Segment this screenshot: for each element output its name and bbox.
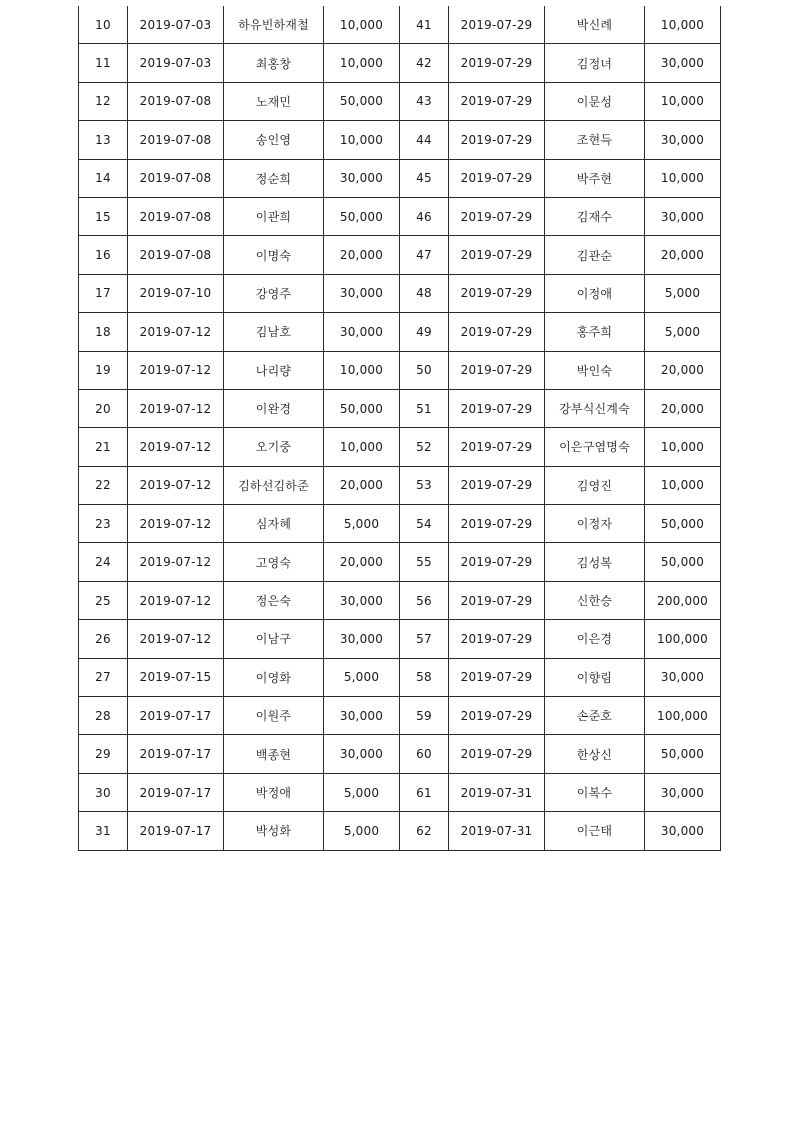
left-donation-amount-cell: 50,000	[324, 389, 400, 427]
right-donor-name-cell: 박주현	[545, 159, 645, 197]
right-entry-number-cell: 47	[400, 236, 449, 274]
right-donation-amount-cell: 20,000	[645, 351, 721, 389]
left-donor-name-cell: 나리량	[224, 351, 324, 389]
left-donor-name-cell: 정순희	[224, 159, 324, 197]
right-entry-number-cell: 56	[400, 581, 449, 619]
left-donation-amount-cell: 5,000	[324, 505, 400, 543]
table-row	[79, 274, 721, 312]
right-entry-number-cell: 46	[400, 197, 449, 235]
left-donor-name-cell: 고영숙	[224, 543, 324, 581]
right-donation-amount-cell: 10,000	[645, 82, 721, 120]
right-donation-amount-cell: 5,000	[645, 313, 721, 351]
right-donor-name-cell: 조현득	[545, 121, 645, 159]
right-donation-date-cell: 2019-07-29	[449, 658, 545, 696]
right-entry-number-cell: 44	[400, 121, 449, 159]
right-donation-date-cell: 2019-07-29	[449, 543, 545, 581]
left-donation-date-cell: 2019-07-17	[128, 697, 224, 735]
left-entry-number-cell: 23	[79, 505, 128, 543]
right-donor-name-cell: 홍주희	[545, 313, 645, 351]
left-donation-date-cell: 2019-07-08	[128, 159, 224, 197]
left-donation-amount-cell: 20,000	[324, 543, 400, 581]
left-donor-name-cell: 정은숙	[224, 581, 324, 619]
right-donation-date-cell: 2019-07-29	[449, 313, 545, 351]
left-donation-amount-cell: 30,000	[324, 735, 400, 773]
right-entry-number-cell: 49	[400, 313, 449, 351]
left-donor-name-cell: 강영주	[224, 274, 324, 312]
right-donor-name-cell: 이정애	[545, 274, 645, 312]
left-donation-amount-cell: 10,000	[324, 6, 400, 44]
table-row	[79, 505, 721, 543]
right-donation-date-cell: 2019-07-29	[449, 44, 545, 82]
left-donation-date-cell: 2019-07-17	[128, 735, 224, 773]
left-donation-amount-cell: 30,000	[324, 313, 400, 351]
left-entry-number-cell: 13	[79, 121, 128, 159]
left-donation-date-cell: 2019-07-12	[128, 581, 224, 619]
right-donor-name-cell: 손준호	[545, 697, 645, 735]
table-row	[79, 428, 721, 466]
right-donation-amount-cell: 50,000	[645, 735, 721, 773]
left-donor-name-cell: 노재민	[224, 82, 324, 120]
left-donor-name-cell: 백종현	[224, 735, 324, 773]
right-entry-number-cell: 42	[400, 44, 449, 82]
left-entry-number-cell: 30	[79, 773, 128, 811]
left-donation-date-cell: 2019-07-12	[128, 620, 224, 658]
left-donation-amount-cell: 20,000	[324, 236, 400, 274]
right-donation-amount-cell: 10,000	[645, 159, 721, 197]
left-donor-name-cell: 하유빈하재철	[224, 6, 324, 44]
donation-table	[78, 6, 721, 851]
right-donation-date-cell: 2019-07-29	[449, 697, 545, 735]
donation-table-body	[79, 6, 721, 850]
table-row	[79, 773, 721, 811]
table-row	[79, 44, 721, 82]
right-entry-number-cell: 58	[400, 658, 449, 696]
left-donation-date-cell: 2019-07-17	[128, 773, 224, 811]
right-donor-name-cell: 이은경	[545, 620, 645, 658]
left-donation-date-cell: 2019-07-08	[128, 236, 224, 274]
left-donation-date-cell: 2019-07-08	[128, 197, 224, 235]
left-entry-number-cell: 24	[79, 543, 128, 581]
left-donor-name-cell: 이완경	[224, 389, 324, 427]
right-donor-name-cell: 박인숙	[545, 351, 645, 389]
right-entry-number-cell: 45	[400, 159, 449, 197]
left-entry-number-cell: 19	[79, 351, 128, 389]
right-donor-name-cell: 김재수	[545, 197, 645, 235]
left-donation-date-cell: 2019-07-08	[128, 82, 224, 120]
left-donation-amount-cell: 10,000	[324, 44, 400, 82]
left-donation-amount-cell: 50,000	[324, 82, 400, 120]
left-donation-amount-cell: 30,000	[324, 620, 400, 658]
table-row	[79, 236, 721, 274]
left-donor-name-cell: 이원주	[224, 697, 324, 735]
right-entry-number-cell: 57	[400, 620, 449, 658]
left-entry-number-cell: 14	[79, 159, 128, 197]
table-row	[79, 197, 721, 235]
left-entry-number-cell: 31	[79, 812, 128, 850]
left-entry-number-cell: 29	[79, 735, 128, 773]
left-donation-date-cell: 2019-07-12	[128, 389, 224, 427]
right-donation-amount-cell: 30,000	[645, 44, 721, 82]
left-donation-amount-cell: 30,000	[324, 581, 400, 619]
right-donation-date-cell: 2019-07-29	[449, 82, 545, 120]
left-donation-amount-cell: 50,000	[324, 197, 400, 235]
left-donation-amount-cell: 5,000	[324, 658, 400, 696]
right-donor-name-cell: 이복수	[545, 773, 645, 811]
left-entry-number-cell: 26	[79, 620, 128, 658]
left-entry-number-cell: 12	[79, 82, 128, 120]
right-donor-name-cell: 이문성	[545, 82, 645, 120]
right-donor-name-cell: 이정자	[545, 505, 645, 543]
right-donor-name-cell: 김관순	[545, 236, 645, 274]
left-donor-name-cell: 오기중	[224, 428, 324, 466]
right-entry-number-cell: 41	[400, 6, 449, 44]
right-donor-name-cell: 김정녀	[545, 44, 645, 82]
left-donation-date-cell: 2019-07-12	[128, 313, 224, 351]
left-donor-name-cell: 이남구	[224, 620, 324, 658]
right-donation-date-cell: 2019-07-29	[449, 428, 545, 466]
right-donation-amount-cell: 30,000	[645, 812, 721, 850]
left-donor-name-cell: 김하선김하준	[224, 466, 324, 504]
right-entry-number-cell: 55	[400, 543, 449, 581]
left-donation-amount-cell: 5,000	[324, 773, 400, 811]
right-donor-name-cell: 이향림	[545, 658, 645, 696]
left-donor-name-cell: 이영화	[224, 658, 324, 696]
right-donation-amount-cell: 10,000	[645, 6, 721, 44]
right-donation-date-cell: 2019-07-29	[449, 620, 545, 658]
left-donation-date-cell: 2019-07-12	[128, 543, 224, 581]
left-entry-number-cell: 16	[79, 236, 128, 274]
right-donation-amount-cell: 20,000	[645, 389, 721, 427]
left-donation-date-cell: 2019-07-03	[128, 6, 224, 44]
right-entry-number-cell: 50	[400, 351, 449, 389]
right-donor-name-cell: 강부식신계숙	[545, 389, 645, 427]
right-donation-date-cell: 2019-07-29	[449, 197, 545, 235]
right-donation-date-cell: 2019-07-29	[449, 466, 545, 504]
left-donation-date-cell: 2019-07-03	[128, 44, 224, 82]
right-donation-amount-cell: 30,000	[645, 121, 721, 159]
left-donation-amount-cell: 30,000	[324, 159, 400, 197]
right-donation-amount-cell: 10,000	[645, 428, 721, 466]
left-donation-amount-cell: 30,000	[324, 274, 400, 312]
left-donation-date-cell: 2019-07-08	[128, 121, 224, 159]
right-donor-name-cell: 김영진	[545, 466, 645, 504]
left-donor-name-cell: 이관희	[224, 197, 324, 235]
left-donation-amount-cell: 10,000	[324, 351, 400, 389]
left-donor-name-cell: 박정애	[224, 773, 324, 811]
left-donation-date-cell: 2019-07-15	[128, 658, 224, 696]
right-donation-amount-cell: 20,000	[645, 236, 721, 274]
right-entry-number-cell: 60	[400, 735, 449, 773]
left-entry-number-cell: 18	[79, 313, 128, 351]
table-row	[79, 697, 721, 735]
left-entry-number-cell: 20	[79, 389, 128, 427]
right-entry-number-cell: 48	[400, 274, 449, 312]
right-donor-name-cell: 신한승	[545, 581, 645, 619]
right-donation-date-cell: 2019-07-29	[449, 505, 545, 543]
left-entry-number-cell: 11	[79, 44, 128, 82]
table-row	[79, 159, 721, 197]
table-row	[79, 735, 721, 773]
table-row	[79, 543, 721, 581]
table-row	[79, 313, 721, 351]
table-row	[79, 6, 721, 44]
right-entry-number-cell: 62	[400, 812, 449, 850]
table-row	[79, 466, 721, 504]
table-row	[79, 812, 721, 850]
right-donation-date-cell: 2019-07-29	[449, 581, 545, 619]
table-row	[79, 658, 721, 696]
right-entry-number-cell: 52	[400, 428, 449, 466]
right-donation-date-cell: 2019-07-29	[449, 236, 545, 274]
left-donation-date-cell: 2019-07-17	[128, 812, 224, 850]
left-donation-date-cell: 2019-07-12	[128, 351, 224, 389]
right-donation-date-cell: 2019-07-31	[449, 812, 545, 850]
right-donor-name-cell: 이은구염명숙	[545, 428, 645, 466]
right-donor-name-cell: 한상신	[545, 735, 645, 773]
right-donor-name-cell: 이근태	[545, 812, 645, 850]
right-donation-date-cell: 2019-07-29	[449, 351, 545, 389]
left-donor-name-cell: 최홍창	[224, 44, 324, 82]
right-entry-number-cell: 53	[400, 466, 449, 504]
right-donation-date-cell: 2019-07-29	[449, 159, 545, 197]
left-donation-amount-cell: 20,000	[324, 466, 400, 504]
right-donation-date-cell: 2019-07-29	[449, 121, 545, 159]
right-donation-amount-cell: 200,000	[645, 581, 721, 619]
table-row	[79, 351, 721, 389]
left-entry-number-cell: 15	[79, 197, 128, 235]
left-entry-number-cell: 10	[79, 6, 128, 44]
right-donation-amount-cell: 30,000	[645, 773, 721, 811]
left-donor-name-cell: 박성화	[224, 812, 324, 850]
left-donation-amount-cell: 30,000	[324, 697, 400, 735]
right-entry-number-cell: 51	[400, 389, 449, 427]
right-donation-amount-cell: 50,000	[645, 505, 721, 543]
right-donation-date-cell: 2019-07-29	[449, 735, 545, 773]
right-donor-name-cell: 김성복	[545, 543, 645, 581]
left-donation-date-cell: 2019-07-10	[128, 274, 224, 312]
left-donation-date-cell: 2019-07-12	[128, 428, 224, 466]
table-row	[79, 581, 721, 619]
left-donor-name-cell: 심자혜	[224, 505, 324, 543]
left-entry-number-cell: 25	[79, 581, 128, 619]
left-donor-name-cell: 김남호	[224, 313, 324, 351]
right-donation-date-cell: 2019-07-29	[449, 389, 545, 427]
left-entry-number-cell: 22	[79, 466, 128, 504]
right-donation-amount-cell: 100,000	[645, 620, 721, 658]
right-donation-amount-cell: 50,000	[645, 543, 721, 581]
left-entry-number-cell: 21	[79, 428, 128, 466]
right-donation-amount-cell: 100,000	[645, 697, 721, 735]
left-donor-name-cell: 이명숙	[224, 236, 324, 274]
left-donation-amount-cell: 10,000	[324, 428, 400, 466]
table-row	[79, 620, 721, 658]
right-entry-number-cell: 59	[400, 697, 449, 735]
left-entry-number-cell: 28	[79, 697, 128, 735]
right-entry-number-cell: 43	[400, 82, 449, 120]
left-donation-amount-cell: 10,000	[324, 121, 400, 159]
right-entry-number-cell: 54	[400, 505, 449, 543]
left-entry-number-cell: 17	[79, 274, 128, 312]
left-donor-name-cell: 송인영	[224, 121, 324, 159]
table-row	[79, 121, 721, 159]
right-donation-amount-cell: 30,000	[645, 658, 721, 696]
right-donor-name-cell: 박신례	[545, 6, 645, 44]
left-donation-date-cell: 2019-07-12	[128, 466, 224, 504]
right-donation-amount-cell: 10,000	[645, 466, 721, 504]
left-entry-number-cell: 27	[79, 658, 128, 696]
right-entry-number-cell: 61	[400, 773, 449, 811]
left-donation-amount-cell: 5,000	[324, 812, 400, 850]
right-donation-amount-cell: 5,000	[645, 274, 721, 312]
right-donation-date-cell: 2019-07-29	[449, 274, 545, 312]
table-row	[79, 389, 721, 427]
right-donation-amount-cell: 30,000	[645, 197, 721, 235]
right-donation-date-cell: 2019-07-31	[449, 773, 545, 811]
left-donation-date-cell: 2019-07-12	[128, 505, 224, 543]
table-row	[79, 82, 721, 120]
right-donation-date-cell: 2019-07-29	[449, 6, 545, 44]
